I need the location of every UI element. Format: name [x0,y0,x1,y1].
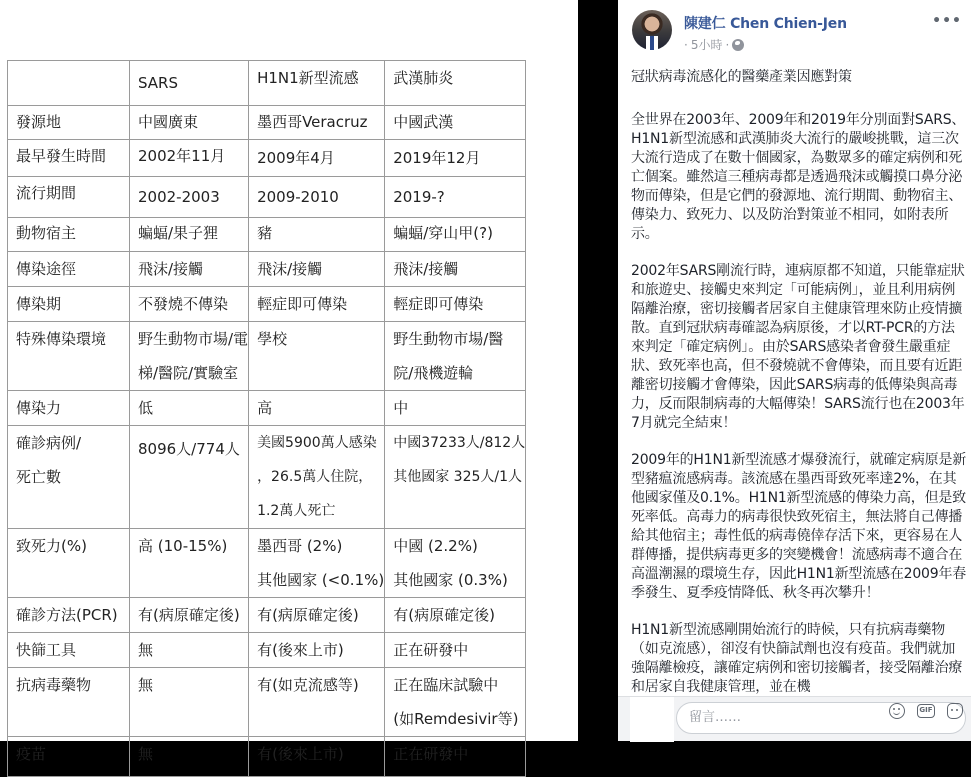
cell-sars: 無 [130,668,249,737]
cell-wuhan: 正在研發中 [385,737,526,777]
cell-line: 野生動物市場/醫 [393,330,504,348]
cell-wuhan: 正在研發中 [385,633,526,668]
table-row [8,633,526,668]
cell-wuhan [385,529,526,598]
cell-sars: 無 [130,633,249,668]
post-paragraph: 全世界在2003年、2009年和2019年分別面對SARS、H1N1新型流感和武漢肺炎大流行的嚴峻挑戰，這三次大流行造成了在數十個國家，為數眾多的確定病例和死亡個案。雖然這三種病毒都是透過飛沫或觸摸口鼻分泌物而傳染，但是它們的發源地、流行期間、動物宿主、傳染力、致死力、以及防治對策並不相同，如附表所示。 [631,112,966,242]
cell-wuhan: 輕症即可傳染 [385,287,526,322]
cell-wuhan [385,426,526,529]
post-paragraph: 2002年SARS剛流行時，連病原都不知道，只能靠症狀和旅遊史、接觸史來判定「可能病例」，並且利用病例隔離治療，密切接觸者居家自主健康管理來防止疫情擴散。直到冠狀病毒確認為病原後，才以RT-PCR的方法來判定「確定病例」。由於SARS感染者會發生嚴重症狀、致死率也高，但不發燒就不會傳染，而且要有近距離密切接觸才會傳染，因此SARS病毒的低傳染與高毒力，反而限制病毒的大幅傳染！SARS流行也在2003年7月就完全結束！ [631,263,965,431]
cell-line: 野生動物市場/電 [138,330,249,348]
meta-dot: · [684,37,688,52]
cell-wuhan [385,668,526,737]
table-header-row [8,61,526,106]
cell-line: 死亡數 [16,468,62,486]
table-row [8,106,526,140]
sticker-icon[interactable] [947,703,963,719]
cell-sars: 無 [130,737,249,777]
table-row [8,668,526,737]
row-label: 發源地 [8,106,130,140]
table-row [8,529,526,598]
viewer-background [578,0,618,741]
table-row [8,177,526,218]
cell-sars: 有(病原確定後) [130,598,249,633]
cell-line: 其他國家 325人/1人 [393,469,523,485]
header-cell-wuhan: 武漢肺炎 [385,61,526,106]
post-title: 冠狀病毒流感化的醫藥產業因應對策 [631,69,852,85]
row-label: 抗病毒藥物 [8,668,130,737]
cell-line: 其他國家 (0.3%) [393,571,508,589]
cell-h1n1: 學校 [249,322,385,391]
gif-icon[interactable]: GIF [917,704,935,718]
cell-h1n1: 有(後來上市) [249,737,385,777]
post-meta [684,36,744,53]
table-row [8,598,526,633]
meta-dot: · [725,37,730,52]
globe-icon[interactable] [732,39,744,51]
cell-h1n1: 高 [249,391,385,426]
table-row [8,322,526,391]
cell-wuhan: 飛沫/接觸 [385,252,526,287]
cell-sars: 2002年11月 [130,140,249,177]
cell-sars: 高 (10-15%) [130,529,249,598]
post-header [632,10,962,54]
cell-h1n1: 飛沫/接觸 [249,252,385,287]
cell-sars: 8096人/774人 [130,426,249,529]
emoji-icon[interactable] [889,703,905,719]
cell-sars: 不發燒不傳染 [130,287,249,322]
cell-h1n1 [249,426,385,529]
cell-line: 中國 (2.2%) [393,537,478,555]
table-row [8,426,526,529]
row-label: 確診方法(PCR) [8,598,130,633]
row-label: 特殊傳染環境 [8,322,130,391]
row-label: 致死力(%) [8,529,130,598]
avatar-shirt [646,36,658,50]
cell-h1n1: 有(後來上市) [249,633,385,668]
table-row [8,140,526,177]
author-name-link[interactable]: 陳建仁 Chen Chien-Jen [684,16,847,32]
post-paragraph: H1N1新型流感剛開始流行的時候，只有抗病毒藥物（如克流感），卻沒有快篩試劑也沒有疫苗。我們就加強隔離檢疫，讓確定病例和密切接觸者，接受隔離治療和居家自我健康管理，並在機 [631,622,963,695]
cell-h1n1: 豬 [249,218,385,252]
cell-line: (如Remdesivir等) [393,710,519,728]
row-label: 疫苗 [8,737,130,777]
table-row [8,252,526,287]
cell-h1n1: 有(病原確定後) [249,598,385,633]
cell-wuhan: 2019年12月 [385,140,526,177]
cell-line: 墨西哥 (2%) [257,537,343,555]
more-options-button[interactable]: ••• [932,13,962,29]
table-row [8,287,526,322]
cell-h1n1: 有(如克流感等) [249,668,385,737]
cell-sars: 飛沫/接觸 [130,252,249,287]
commenter-avatar [630,697,674,742]
cell-line: ，26.5萬人住院， [257,469,373,485]
cell-wuhan [385,322,526,391]
row-label [8,426,130,529]
row-label: 動物宿主 [8,218,130,252]
post-body [631,68,967,715]
table-row [8,737,526,777]
cell-line: 正在臨床試驗中 [393,676,499,694]
post-paragraph: 2009年的H1N1新型流感才爆發流行，就確定病原是新型豬瘟流感病毒。該流感在墨西哥致死率達2%，在其他國家僅及0.1%。H1N1新型流感的傳染力高，但是致死率低。高毒力的病毒很快致死宿主，無法將自己傳播給其他宿主；毒性低的病毒僥倖存活下來，更容易在人群傳播，提供病毒更多的突變機會！流感病毒不適合在高溫潮濕的環境生存，因此H1N1新型流感在2009年春季發生、夏季疫情降低、秋冬再次攀升！ [631,452,967,601]
cell-line: 其他國家 (<0.1%) [257,571,385,589]
post-panel [618,0,971,741]
cell-sars: 2002-2003 [130,177,249,218]
cell-line: 中國37233人/812人 [393,435,526,451]
comment-bar [618,696,971,741]
row-label: 流行期間 [8,177,130,218]
cell-wuhan: 中國武漢 [385,106,526,140]
cell-line: 梯/醫院/實驗室 [138,364,239,382]
cell-sars: 中國廣東 [130,106,249,140]
cell-h1n1: 2009-2010 [249,177,385,218]
cell-line: 確診病例/ [16,434,82,452]
post-timestamp[interactable]: 5小時 [690,38,723,52]
row-label: 快篩工具 [8,633,130,668]
comparison-table [7,60,526,777]
cell-wuhan: 中 [385,391,526,426]
header-cell-sars: SARS [130,61,249,106]
header-cell-h1n1: H1N1新型流感 [249,61,385,106]
cell-sars: 低 [130,391,249,426]
row-label: 傳染力 [8,391,130,426]
comment-tools [889,703,963,719]
cell-sars: 蝙蝠/果子狸 [130,218,249,252]
table-row [8,391,526,426]
cell-sars [130,322,249,391]
cell-line: 1.2萬人死亡 [257,503,336,519]
cell-h1n1: 2009年4月 [249,140,385,177]
header-cell-empty [8,61,130,106]
table-row [8,218,526,252]
cell-h1n1: 輕症即可傳染 [249,287,385,322]
comment-placeholder: 留言…… [689,710,742,725]
cell-wuhan: 有(病原確定後) [385,598,526,633]
cell-wuhan: 蝙蝠/穿山甲(?) [385,218,526,252]
cell-wuhan: 2019-? [385,177,526,218]
author-avatar[interactable] [632,10,672,50]
cell-h1n1 [249,529,385,598]
cell-h1n1: 墨西哥Veracruz [249,106,385,140]
row-label: 傳染途徑 [8,252,130,287]
row-label: 傳染期 [8,287,130,322]
cell-line: 美國5900萬人感染 [257,435,377,451]
row-label: 最早發生時間 [8,140,130,177]
cell-line: 院/飛機遊輪 [393,364,474,382]
